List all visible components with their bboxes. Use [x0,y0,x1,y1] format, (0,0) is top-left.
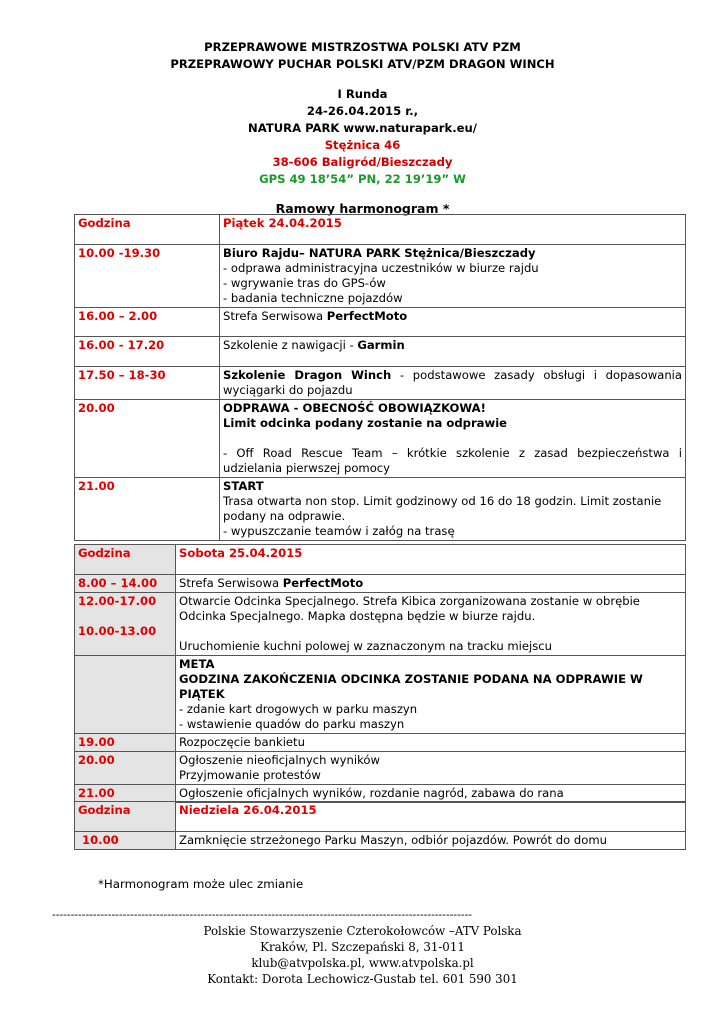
table-row-content: Zamknięcie strzeżonego Parku Maszyn, odbiór pojazdów. Powrót do domu [176,832,686,850]
table-row-content: META GODZINA ZAKOŃCZENIA ODCINKA ZOSTANIE PODANA NA ODPRAWIE W PIĄTEK - zdanie kart drogowych w parku maszyn - wstawienie quadów do parku maszyn [176,656,686,734]
friday-head-day: Piątek 24.04.2015 [220,215,686,245]
friday-head-time: Godzina [75,215,220,245]
table-row-content: Strefa Serwisowa PerfectMoto [220,308,686,337]
street: Stężnica 46 [324,138,401,152]
saturday-head-time: Godzina [75,545,176,575]
footer-email: klub@atvpolska.pl, www.atvpolska.pl [251,956,474,970]
saturday-head-day: Sobota 25.04.2015 [176,545,686,575]
table-row-content: Otwarcie Odcinka Specjalnego. Strefa Kibica zorganizowana zostanie w obrębie Odcinka Specjalnego. Mapka dostępna będzie w biurze rajdu. Uruchomienie kuchni polowej w zaznaczonym na tracku miejscu [176,593,686,656]
table-row-content: Szkolenie Dragon Winch - podstawowe zasady obsługi i dopasowania wyciągarki do pojazdu [220,367,686,400]
sunday-table [74,801,686,850]
table-row-time [75,656,176,734]
table-row-time: 12.00-17.00 10.00-13.00 [75,593,176,656]
table-row-time: 16.00 - 17.20 [75,337,220,367]
schedule-note: *Harmonogram może ulec zmianie [98,877,304,891]
schedule-title: Ramowy harmonogram * [275,201,450,216]
table-row-time: 21.00 [75,785,176,803]
round: I Runda [337,87,388,101]
table-row-content: Szkolenie z nawigacji - Garmin [220,337,686,367]
sunday-head-day: Niedziela 26.04.2015 [176,802,686,832]
table-row-content: Strefa Serwisowa PerfectMoto [176,575,686,593]
sunday-head-time: Godzina [75,802,176,832]
table-row-time: 8.00 – 14.00 [75,575,176,593]
footer-contact: Kontakt: Dorota Lechowicz-Gustab tel. 601 590 301 [207,972,518,986]
table-row-time: 19.00 [75,734,176,752]
separator: ----------------------------------------------------------------------------------------------------------------- [52,908,472,921]
venue: NATURA PARK www.naturapark.eu/ [248,121,477,135]
table-row-time: 10.00 [75,832,176,850]
footer [0,923,725,987]
table-row-content: Biuro Rajdu– NATURA PARK Stężnica/Bieszczady - odprawa administracyjna uczestników w biurze rajdu - wgrywanie tras do GPS-ów - badania techniczne pojazdów [220,245,686,308]
table-row-time: 21.00 [75,478,220,541]
table-row-content: Ogłoszenie nieoficjalnych wyników Przyjmowanie protestów [176,752,686,785]
table-row-content: START Trasa otwarta non stop. Limit godzinowy od 16 do 18 godzin. Limit zostanie podany na odprawie. - wypuszczanie teamów i załóg na trasę [220,478,686,541]
table-row-time: 20.00 [75,752,176,785]
gps: GPS 49 18’54” PN, 22 19’19” W [259,172,466,186]
dates: 24-26.04.2015 r., [306,104,419,118]
title-1: PRZEPRAWOWE MISTRZOSTWA POLSKI ATV PZM [204,40,521,54]
footer-address: Kraków, Pl. Szczepański 8, 31-011 [260,940,465,954]
table-row-content: ODPRAWA - OBECNOŚĆ OBOWIĄZKOWA! Limit odcinka podany zostanie na odprawie - Off Road Rescue Team – krótkie szkolenie z zasad bezpieczeństwa i udzielania pierwszej pomocy [220,400,686,478]
saturday-table [74,544,686,803]
table-row-content: Ogłoszenie oficjalnych wyników, rozdanie nagród, zabawa do rana [176,785,686,803]
table-row-time: 20.00 [75,400,220,478]
title-2: PRZEPRAWOWY PUCHAR POLSKI ATV/PZM DRAGON WINCH [170,57,555,71]
header [0,39,725,217]
city: 38-606 Baligród/Bieszczady [272,155,453,169]
table-row-time: 17.50 – 18-30 [75,367,220,400]
footer-org: Polskie Stowarzyszenie Czterokołowców –ATV Polska [203,924,522,938]
table-row-time: 16.00 – 2.00 [75,308,220,337]
table-row-time: 10.00 -19.30 [75,245,220,308]
friday-table [74,214,686,541]
table-row-content: Rozpoczęcie bankietu [176,734,686,752]
